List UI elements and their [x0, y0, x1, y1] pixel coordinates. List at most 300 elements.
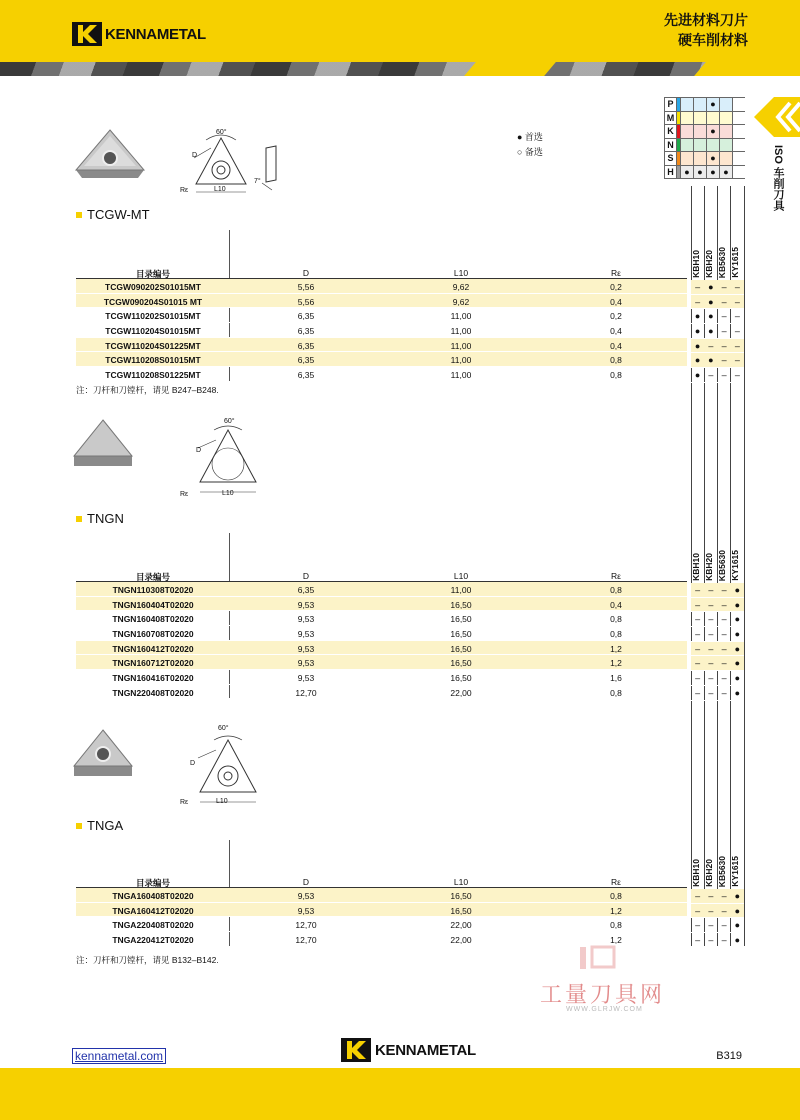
grade-mark: ● — [708, 326, 714, 337]
catalog-number: TNGN160404T02020 — [112, 599, 194, 610]
chevron-left-icon — [754, 97, 800, 137]
re-label: Rε — [180, 187, 189, 194]
cell-l10: 22,00 — [450, 935, 472, 946]
legend — [517, 130, 543, 160]
cell-d: 6,35 — [297, 326, 315, 337]
grade-mark: – — [721, 891, 727, 901]
material-letter: S — [665, 152, 677, 165]
cell-l10: 16,50 — [450, 658, 472, 669]
grade-row — [691, 324, 744, 339]
grade-row — [691, 368, 744, 383]
grade-mark: – — [721, 614, 727, 625]
cell-l10: 11,00 — [450, 311, 472, 322]
d-label: D — [192, 152, 198, 159]
footer-logo — [340, 1038, 476, 1062]
cell-re: 1,2 — [610, 905, 622, 916]
grade-mark: – — [708, 340, 714, 351]
l10-label: L10 — [222, 490, 234, 497]
cell-d: 9,53 — [297, 629, 315, 640]
cell-d: 6,35 — [297, 340, 315, 351]
grade-row — [691, 671, 744, 686]
col-re: Rε — [611, 571, 621, 581]
tcgw-insert-image — [70, 128, 150, 180]
grade-mark: – — [721, 370, 727, 381]
grade-mark: – — [708, 905, 714, 916]
grade-row — [691, 642, 744, 657]
material-mark — [694, 112, 707, 125]
material-mark — [720, 152, 733, 165]
cell-re: 0,4 — [610, 296, 622, 307]
material-mark: ● — [681, 166, 694, 179]
material-mark — [707, 112, 720, 125]
grade-mark: – — [708, 629, 714, 640]
material-mark — [681, 139, 694, 152]
catalog-number: TCGW110204S01225MT — [105, 340, 201, 351]
cell-d: 9,53 — [297, 643, 315, 654]
table-row — [76, 352, 687, 367]
table-row — [76, 655, 687, 670]
material-mark: ● — [707, 125, 720, 138]
material-mark — [720, 112, 733, 125]
material-letter: N — [665, 139, 677, 152]
cell-re: 0,8 — [610, 355, 622, 366]
grade-kb5630: KB5630 — [717, 855, 727, 887]
header-title-line1: 先进材料刀片 — [664, 12, 748, 28]
grade-header — [691, 511, 744, 583]
grade-mark: ● — [734, 585, 741, 595]
grade-mark: – — [734, 326, 740, 337]
grade-ky1615: KY1615 — [730, 856, 740, 887]
cell-l10: 16,50 — [450, 629, 472, 640]
catalog-number: TNGA220412T02020 — [112, 935, 194, 946]
grade-mark: – — [695, 296, 701, 307]
grade-mark: – — [721, 643, 727, 654]
table-row — [76, 294, 687, 309]
catalog-number: TNGA160412T02020 — [112, 905, 194, 916]
watermark-text: 工量刀具网 — [540, 983, 666, 1008]
col-code: 目录编号 — [135, 269, 170, 279]
grade-mark: ● — [734, 673, 741, 684]
page-number: B319 — [716, 1050, 742, 1062]
col-l10: L10 — [453, 268, 469, 278]
cell-l10: 9,62 — [452, 282, 470, 292]
grade-mark: ● — [734, 643, 741, 654]
kennametal-k-icon — [72, 22, 102, 46]
grade-mark: – — [695, 687, 701, 698]
section-title-tcgw: TCGW-MT — [76, 207, 150, 222]
col-d: D — [302, 877, 310, 887]
kennametal-logo — [72, 22, 206, 46]
section-title-tnga: TNGA — [76, 818, 123, 833]
cell-l10: 16,50 — [450, 614, 472, 625]
catalog-number: TCGW110204S01015MT — [105, 326, 201, 337]
col-code: 目录编号 — [135, 878, 170, 888]
catalog-number: TCGW110208S01015MT — [105, 355, 201, 366]
cell-d: 12,70 — [295, 920, 317, 931]
l10-label: L10 — [214, 186, 226, 193]
grade-mark: – — [734, 355, 740, 366]
col-l10: L10 — [453, 877, 469, 887]
grade-mark: – — [721, 687, 727, 698]
material-mark — [694, 152, 707, 165]
grade-mark: – — [695, 673, 701, 684]
grade-mark: – — [734, 282, 740, 292]
grade-mark: – — [695, 643, 701, 654]
tnga-insert-image — [70, 728, 136, 782]
cell-re: 0,4 — [610, 326, 622, 337]
d-label: D — [190, 760, 196, 767]
grade-kbh10: KBH10 — [691, 859, 701, 887]
grade-mark: ● — [694, 370, 701, 381]
grade-mark: ● — [694, 311, 701, 322]
d-label: D — [196, 447, 202, 454]
website-link[interactable]: kennametal.com — [72, 1048, 166, 1064]
catalog-number: TNGN160408T02020 — [112, 614, 194, 625]
cell-re: 1,2 — [610, 658, 622, 669]
grade-mark: – — [708, 614, 714, 625]
cell-l10: 11,00 — [450, 355, 472, 366]
tnga-grade-table — [691, 817, 744, 948]
material-letter: H — [665, 166, 677, 179]
table-row — [76, 626, 687, 641]
table-row — [76, 279, 687, 294]
cell-d: 12,70 — [295, 687, 317, 698]
col-re: Rε — [611, 268, 621, 278]
table-header — [76, 874, 687, 888]
tcgw-grade-table — [691, 208, 744, 383]
grade-mark: – — [708, 920, 714, 931]
grade-row — [691, 280, 744, 295]
header-title-line2: 硬车削材料 — [678, 32, 748, 48]
grade-row — [691, 295, 744, 310]
grade-mark: ● — [708, 355, 714, 366]
material-row — [665, 125, 745, 139]
grade-divider — [744, 186, 745, 946]
grade-row — [691, 918, 744, 933]
grade-kbh10: KBH10 — [691, 250, 701, 278]
material-group-grid — [664, 97, 745, 179]
grade-row — [691, 583, 744, 598]
re-label: Rε — [180, 491, 189, 498]
cell-re: 0,8 — [610, 614, 622, 625]
grade-mark: – — [734, 370, 740, 381]
cell-d: 6,35 — [297, 585, 315, 595]
table-row — [76, 641, 687, 656]
grade-mark: ● — [708, 282, 714, 292]
angle-label: 60° — [224, 418, 235, 425]
cell-d: 6,35 — [297, 370, 315, 381]
grade-mark: ● — [734, 687, 741, 698]
grade-mark: – — [721, 355, 727, 366]
col-d: D — [302, 268, 310, 278]
grade-mark: ● — [694, 340, 701, 351]
table-row — [76, 670, 687, 685]
footer-brand: KENNAMETAL — [375, 1041, 476, 1059]
grade-mark: ● — [734, 935, 741, 946]
cell-l10: 11,00 — [450, 370, 472, 381]
material-letter: K — [665, 125, 677, 138]
cell-d: 9,53 — [297, 891, 315, 901]
grade-ky1615: KY1615 — [730, 550, 740, 581]
material-letter: P — [665, 98, 677, 111]
tcgw-dimension-drawing — [176, 128, 296, 200]
table-row — [76, 685, 687, 700]
grade-mark: ● — [734, 920, 741, 931]
material-mark: ● — [694, 166, 707, 179]
cell-re: 0,2 — [610, 311, 622, 322]
grade-mark: – — [695, 585, 701, 595]
cell-l10: 9,62 — [452, 296, 470, 307]
material-mark — [681, 125, 694, 138]
material-mark: ● — [707, 98, 720, 111]
grade-mark: – — [708, 935, 714, 946]
material-row — [665, 98, 745, 112]
grade-mark: – — [708, 370, 714, 381]
material-row — [665, 112, 745, 126]
grade-mark: – — [708, 585, 714, 595]
cell-d: 6,35 — [297, 311, 315, 322]
cell-d: 5,56 — [297, 282, 315, 292]
angle-label: 60° — [216, 129, 227, 136]
cell-d: 9,53 — [297, 673, 315, 684]
table-row — [76, 903, 687, 918]
grade-row — [691, 339, 744, 354]
grade-header — [691, 208, 744, 280]
table-row — [76, 611, 687, 626]
material-mark — [720, 98, 733, 111]
grade-mark: – — [721, 905, 727, 916]
grade-mark: – — [695, 629, 701, 640]
grade-mark: – — [695, 935, 701, 946]
grade-mark: ● — [734, 599, 741, 610]
material-mark — [681, 152, 694, 165]
side-angle-label: 7° — [254, 178, 261, 185]
legend-preferred: ● 首选 — [517, 132, 543, 142]
col-re: Rε — [611, 877, 621, 887]
material-row — [665, 166, 745, 180]
material-mark — [681, 112, 694, 125]
grade-mark: – — [721, 311, 727, 322]
side-section-label: ISO 车削刀具 — [772, 145, 784, 212]
cell-l10: 11,00 — [450, 585, 472, 595]
col-d: D — [302, 571, 310, 581]
table-row — [76, 888, 687, 903]
grade-mark: ● — [708, 296, 714, 307]
cell-l10: 22,00 — [450, 687, 472, 698]
grade-mark: – — [721, 585, 727, 595]
grade-mark: ● — [694, 326, 701, 337]
catalog-number: TNGA160408T02020 — [112, 891, 194, 901]
cell-l10: 22,00 — [450, 920, 472, 931]
catalog-number: TNGA220408T02020 — [112, 920, 194, 931]
material-mark — [694, 139, 707, 152]
cell-re: 0,8 — [610, 370, 622, 381]
grade-mark: – — [708, 673, 714, 684]
cell-d: 9,53 — [297, 905, 315, 916]
grade-mark: – — [721, 629, 727, 640]
cell-re: 0,8 — [610, 629, 622, 640]
material-mark — [694, 98, 707, 111]
grade-mark: – — [721, 935, 727, 946]
grade-kbh20: KBH20 — [704, 250, 714, 278]
grade-kbh10: KBH10 — [691, 553, 701, 581]
grade-mark: ● — [734, 891, 741, 901]
col-code: 目录编号 — [135, 572, 170, 582]
grade-mark: ● — [708, 311, 714, 322]
grade-mark: – — [721, 599, 727, 610]
tcgw-note: 注：刀杆和刀镗杆，请见 B247–B248. — [76, 385, 219, 395]
catalog-number: TNGN220408T02020 — [112, 687, 194, 698]
cell-d: 12,70 — [295, 935, 317, 946]
grade-mark: – — [721, 673, 727, 684]
cell-d: 9,53 — [297, 614, 315, 625]
material-letter: M — [665, 112, 677, 125]
cell-re: 0,8 — [610, 891, 622, 901]
grade-row — [691, 598, 744, 613]
catalog-number: TCGW110208S01225MT — [105, 370, 201, 381]
grade-mark: – — [734, 340, 740, 351]
cell-re: 1,2 — [610, 643, 622, 654]
grade-row — [691, 612, 744, 627]
grade-kbh20: KBH20 — [704, 553, 714, 581]
material-mark — [720, 139, 733, 152]
material-row — [665, 139, 745, 153]
grade-mark: – — [708, 643, 714, 654]
tngn-dimension-drawing — [176, 420, 276, 500]
grade-mark: – — [734, 311, 740, 322]
tnga-note: 注：刀杆和刀镗杆，请见 B132–B142. — [76, 955, 219, 965]
grade-row — [691, 627, 744, 642]
kennametal-k-icon — [340, 1038, 372, 1062]
grade-kb5630: KB5630 — [717, 246, 727, 278]
cell-l10: 11,00 — [450, 340, 472, 351]
grade-row — [691, 686, 744, 701]
catalog-number: TNGN160712T02020 — [112, 658, 194, 669]
grade-ky1615: KY1615 — [730, 247, 740, 278]
cell-re: 1,6 — [610, 673, 622, 684]
grade-mark: – — [721, 920, 727, 931]
cell-l10: 16,50 — [450, 905, 472, 916]
cell-d: 6,35 — [297, 355, 315, 366]
tngn-grade-table — [691, 511, 744, 701]
table-header — [76, 568, 687, 582]
tcgw-table — [76, 265, 687, 382]
brand-name: KENNAMETAL — [105, 25, 206, 43]
cell-re: 0,8 — [610, 920, 622, 931]
cell-d: 9,53 — [297, 658, 315, 669]
table-row — [76, 308, 687, 323]
cell-l10: 16,50 — [450, 673, 472, 684]
grade-mark: – — [695, 282, 701, 292]
grade-mark: – — [721, 282, 727, 292]
catalog-number: TCGW090204S01015 MT — [103, 296, 203, 307]
tngn-insert-image — [70, 418, 136, 472]
grade-mark: – — [695, 905, 701, 916]
table-row — [76, 582, 687, 597]
grade-mark: ● — [734, 629, 741, 640]
material-mark: ● — [720, 166, 733, 179]
cell-l10: 16,50 — [450, 891, 472, 901]
grade-mark: ● — [734, 658, 741, 669]
cell-l10: 16,50 — [450, 599, 472, 610]
grade-header — [691, 817, 744, 889]
grade-mark: – — [734, 296, 740, 307]
material-mark — [707, 139, 720, 152]
material-mark: ● — [707, 166, 720, 179]
tngn-table — [76, 568, 687, 700]
material-mark — [694, 125, 707, 138]
grade-mark: – — [695, 658, 701, 669]
cell-d: 9,53 — [297, 599, 315, 610]
cell-l10: 11,00 — [450, 326, 472, 337]
catalog-number: TCGW110202S01015MT — [105, 311, 201, 322]
grade-kb5630: KB5630 — [717, 549, 727, 581]
cell-d: 5,56 — [297, 296, 315, 307]
catalog-number: TNGN160708T02020 — [112, 629, 194, 640]
grade-mark: – — [695, 920, 701, 931]
material-mark — [681, 98, 694, 111]
grade-row — [691, 904, 744, 919]
tnga-table — [76, 874, 687, 947]
table-row — [76, 367, 687, 382]
grade-row — [691, 309, 744, 324]
cell-re: 0,2 — [610, 282, 622, 292]
grade-mark: – — [708, 687, 714, 698]
grade-mark: – — [695, 891, 701, 901]
grade-mark: ● — [734, 905, 741, 916]
grade-row — [691, 353, 744, 368]
section-title-tngn: TNGN — [76, 511, 124, 526]
cell-re: 0,8 — [610, 585, 622, 595]
material-row — [665, 152, 745, 166]
grade-mark: – — [721, 296, 727, 307]
grade-mark: – — [708, 658, 714, 669]
grade-mark: ● — [694, 355, 701, 366]
catalog-number: TNGN160412T02020 — [112, 643, 194, 654]
header-band — [0, 0, 800, 62]
l10-label: L10 — [216, 798, 228, 805]
angle-label: 60° — [218, 725, 229, 732]
grade-row — [691, 933, 744, 948]
header-stripes — [0, 62, 800, 76]
table-row — [76, 917, 687, 932]
legend-alternate: ○ 备选 — [517, 147, 543, 157]
grade-mark: ● — [734, 614, 741, 625]
catalog-number: TNGN160416T02020 — [112, 673, 194, 684]
grade-row — [691, 889, 744, 904]
catalog-number: TNGN110308T02020 — [112, 585, 194, 595]
re-label: Rε — [180, 799, 189, 806]
cell-l10: 16,50 — [450, 643, 472, 654]
grade-mark: – — [708, 891, 714, 901]
grade-kbh20: KBH20 — [704, 859, 714, 887]
cell-re: 0,4 — [610, 599, 622, 610]
grade-mark: – — [721, 326, 727, 337]
col-l10: L10 — [453, 571, 469, 581]
table-header — [76, 265, 687, 279]
catalog-number: TCGW090202S01015MT — [105, 282, 201, 292]
watermark-url: WWW.GLRJW.COM — [566, 1006, 643, 1013]
grade-mark: – — [695, 599, 701, 610]
material-mark — [720, 125, 733, 138]
footer-band — [0, 1068, 800, 1120]
table-row — [76, 597, 687, 612]
grade-mark: – — [721, 658, 727, 669]
grade-mark: – — [708, 599, 714, 610]
material-mark: ● — [707, 152, 720, 165]
table-row — [76, 338, 687, 353]
grade-mark: – — [721, 340, 727, 351]
